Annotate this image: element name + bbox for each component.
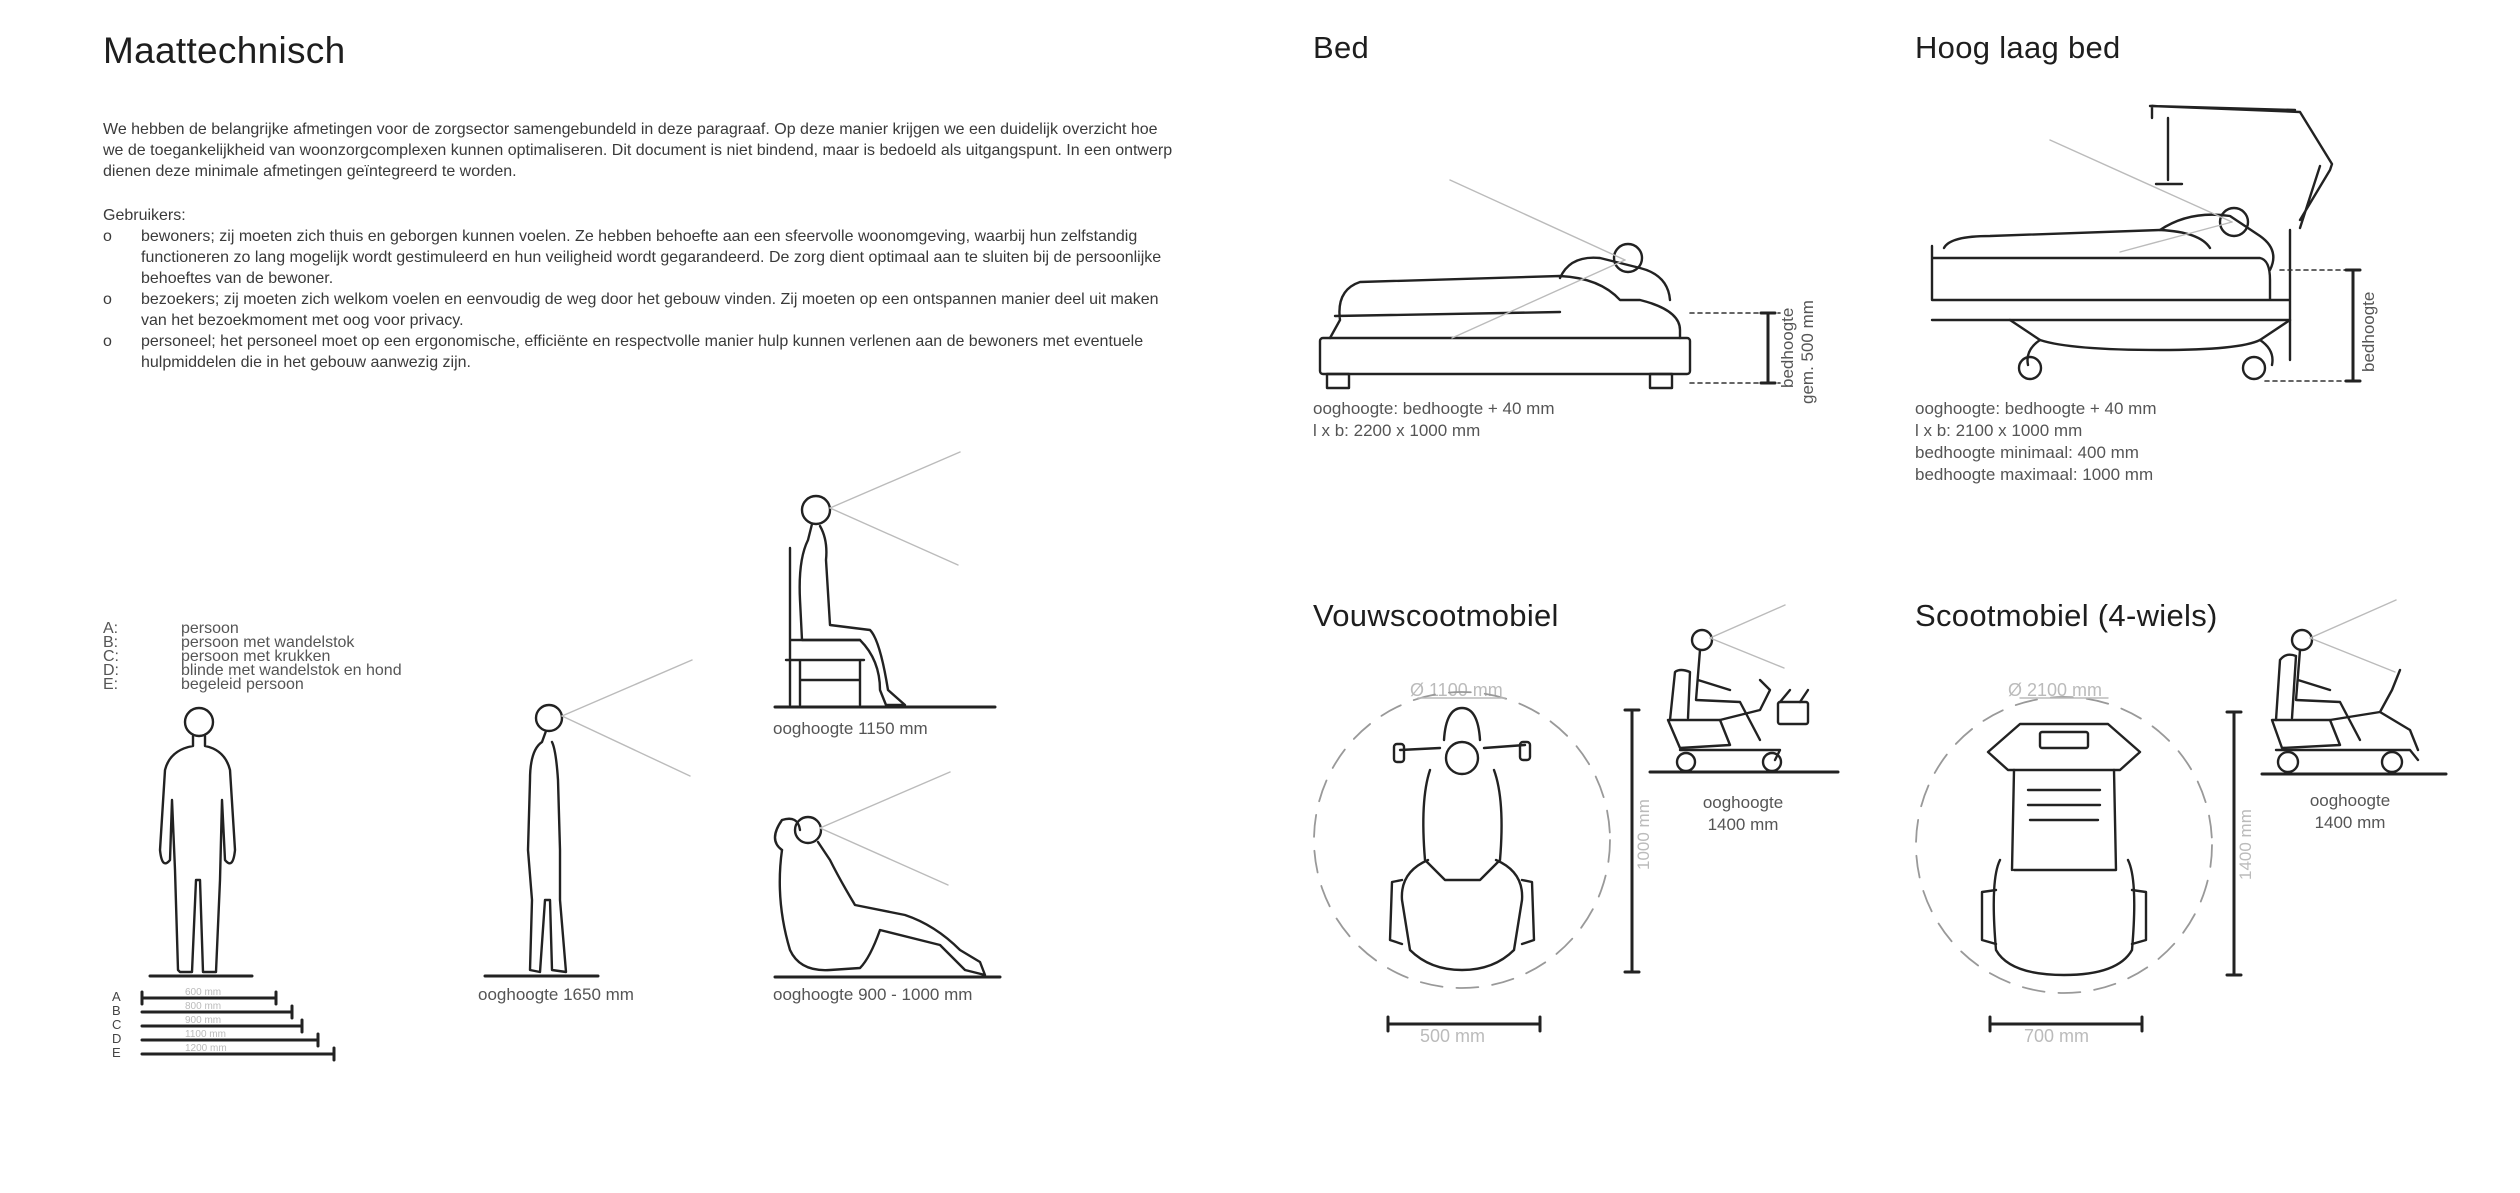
list-item: o bewoners; zij moeten zich thuis en geborgen kunnen voelen. Ze hebben behoefte aan een sfeervolle woonomgeving, waarbij hun zelfstandig functioneren zo lang mogelijk wordt gestimuleerd en hun veiligheid wordt gegarandeerd. De zorg dient optimaal aan te sluiten bij de persoonlijke behoeftes van de bewoner. (103, 226, 1173, 289)
scale-values: 600 mm 800 mm 900 mm 1100 mm 1200 mm (185, 987, 227, 1054)
list-item: o bezoekers; zij moeten zich welkom voelen en eenvoudig de weg door het gebouw vinden. Zij moeten op een ontspannen manier deel uit maken van het bezoekmoment met oog voor privacy. (103, 289, 1173, 331)
scootmobiel-title: Scootmobiel (4-wiels) (1915, 598, 2218, 633)
legend-row: A: persoon (103, 620, 239, 637)
eye-height-sitting: ooghoogte 1150 mm (773, 719, 928, 738)
person-reclining-figure (775, 772, 1000, 977)
legend-row: C: persoon met krukken (103, 648, 331, 665)
scale-letters: A B C D E (112, 989, 122, 1060)
scoot-length: 1400 mm (2236, 809, 2255, 880)
intro-paragraph: We hebben de belangrijke afmetingen voor de zorgsector samengebundeld in deze paragraaf. Op deze manier krijgen we een duidelijk overzicht hoe we de toegankelijkheid van woonzorgcomplexen kunnen optimaliseren. Dit document is niet bindend, maar is bedoeld als uitgangspunt. In een ontwerp dienen deze minimale afmetingen geïntegreerd te worden. (103, 121, 1173, 180)
bed-height-label: bedhoogte (1778, 307, 1797, 388)
scoot-diameter: Ø 2100 mm (2008, 680, 2103, 700)
hlb-max-height: bedhoogte maximaal: 1000 mm (1915, 465, 2154, 484)
eye-height-standing: ooghoogte 1650 mm (478, 985, 634, 1004)
person-side-figure (485, 660, 692, 976)
hlb-dimensions: l x b: 2100 x 1000 mm (1915, 421, 2083, 440)
hoog-laag-bed-title: Hoog laag bed (1915, 30, 2121, 65)
vouwscootmobiel-title: Vouwscootmobiel (1313, 598, 1559, 633)
list-item: o personeel; het personeel moet op een ergonomische, efficiënte en respectvolle manier hulp kunnen verlenen aan de bewoners met eventuele hulpmiddelen die in het gebouw aanwezig zijn. (103, 331, 1173, 373)
eye-height-reclining: ooghoogte 900 - 1000 mm (773, 985, 973, 1004)
legend-row: D: blinde met wandelstok en hond (103, 662, 402, 679)
person-sitting-figure (775, 452, 995, 707)
vouw-width: 500 mm (1420, 1026, 1486, 1046)
bed-dimensions: l x b: 2200 x 1000 mm (1313, 421, 1481, 440)
scootmobiel-top-drawing (1916, 697, 2241, 1031)
vouw-eye-height: ooghoogte 1400 mm (1702, 793, 1784, 834)
width-scale-bars (142, 992, 334, 1060)
scoot-width: 700 mm (2024, 1026, 2090, 1046)
hlb-eye-height: ooghoogte: bedhoogte + 40 mm (1915, 399, 2157, 418)
vouw-length: 1000 mm (1634, 799, 1653, 870)
legend-row: E: begeleid persoon (103, 676, 304, 693)
bed-title: Bed (1313, 30, 1370, 65)
bed-drawing (1320, 180, 1780, 388)
vouw-diameter: Ø 1100 mm (1410, 680, 1503, 700)
scootmobiel-side-drawing (2262, 600, 2446, 774)
legend-row: B: persoon met wandelstok (103, 634, 355, 651)
scoot-eye-height: ooghoogte 1400 mm (2309, 791, 2391, 832)
hlb-min-height: bedhoogte minimaal: 400 mm (1915, 443, 2139, 462)
vouwscootmobiel-top-drawing (1314, 692, 1639, 1031)
hoog-laag-bed-drawing (1932, 106, 2360, 381)
bed-height-value: gem. 500 mm (1798, 300, 1817, 404)
page-title: Maattechnisch (103, 30, 346, 71)
bed-eye-height: ooghoogte: bedhoogte + 40 mm (1313, 399, 1555, 418)
person-front-figure (150, 708, 252, 976)
vouwscootmobiel-side-drawing (1650, 605, 1838, 772)
users-heading: Gebruikers: (103, 207, 186, 224)
hlb-height-label: bedhoogte (2359, 291, 2378, 372)
